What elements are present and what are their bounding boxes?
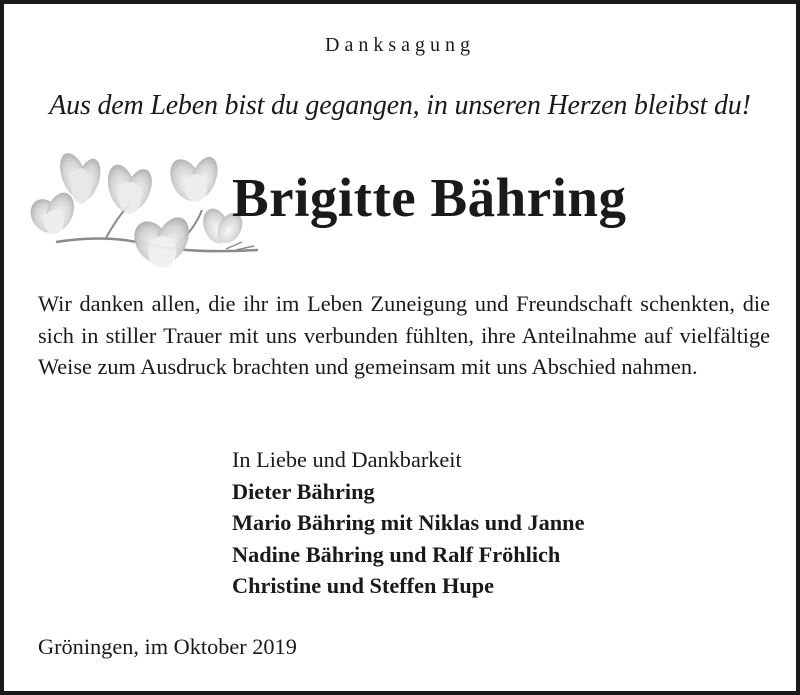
place-and-date: Gröningen, im Oktober 2019 <box>38 634 297 659</box>
thank-you-line: und gemeinsam mit uns Abschied nahmen. <box>314 354 698 379</box>
signers-block <box>232 444 772 602</box>
signer-name: Dieter Bähring <box>232 478 375 504</box>
closing-phrase: In Liebe und Dankbarkeit <box>232 447 462 472</box>
signer-name: Christine und Steffen Hupe <box>232 573 495 598</box>
thank-you-line: schenkten, die sich in stiller Trauer mit uns verbunden fühlten, <box>38 291 770 348</box>
notice-motto: Aus dem Leben bist du gegangen, in unseren Herzen bleibst du! <box>49 90 751 121</box>
signer-name: Nadine Bähring und Ralf Fröhlich <box>232 541 561 567</box>
notice-heading: Danksagung <box>325 34 475 56</box>
signer-name: Mario Bähring mit Niklas und Janne <box>232 510 585 535</box>
thank-you-line: ihre Anteilnahme auf vielfältige Weise zum Ausdruck brachten <box>38 322 771 379</box>
thank-you-text <box>38 288 770 383</box>
magnolia-flower-icon <box>26 146 266 278</box>
thank-you-line: Wir danken allen, die ihr im Leben Zuneigung und Freundschaft <box>38 291 633 316</box>
deceased-name: Brigitte Bähring <box>232 167 627 228</box>
